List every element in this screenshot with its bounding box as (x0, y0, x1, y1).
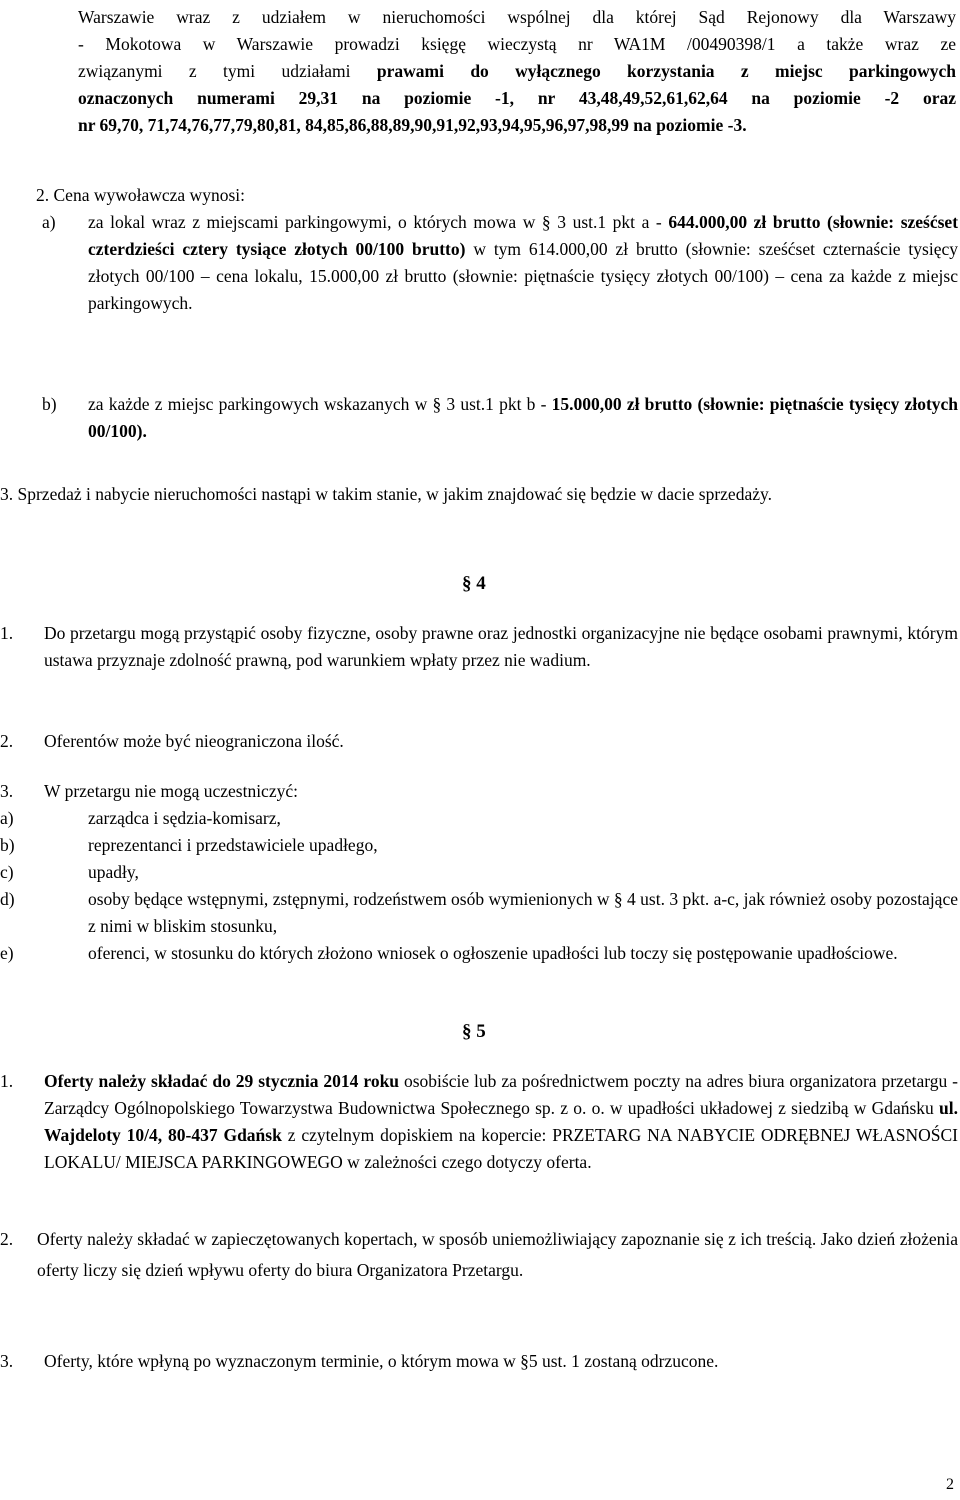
price-amount: 644.000,00 zł brutto (słownie: sześćset czterdzieści cztery tysiące złotych 00/100 brutto) (88, 212, 959, 259)
sec4-item-3 (0, 778, 958, 805)
sale-condition-paragraph: 3. Sprzedaż i nabycie nieruchomości nastąpi w takim stanie, w jakim znajdować się będzie w dacie sprzedaży. (0, 484, 772, 504)
intro-line-3: związanymi z tymi udziałami prawami do wyłącznego korzystania z miejsc parkingowych (78, 61, 956, 81)
item-text: za lokal wraz z miejscami parkingowymi, o których mowa w § 3 ust.1 pkt a - 644.000,00 zł brutto (słownie: sześćset czterdzieści cztery tysiące złotych 00/100 brutto) w tym 614.000,00 zł brutto (słownie: sześćset czternaście tysięcy złotych 00/100 – cena lokalu, 15.000,00 zł brutto (słownie: piętnaście tysięcy złotych 00/100) – cena za każde z miejsc parkingowych. (88, 212, 959, 313)
item-text: W przetargu nie mogą uczestniczyć: (44, 781, 298, 801)
sec4-item-2 (0, 728, 958, 755)
section-4-title: § 4 (462, 573, 486, 594)
sec5-item-1 (0, 1068, 958, 1176)
section-ref: § 3 ust.1 pkt b - (432, 394, 547, 414)
intro-line-5: nr 69,70, 71,74,76,77,79,80,81, 84,85,86,88,89,90,91,92,93,94,95,96,97,98,99 na poziomie -3. (78, 115, 747, 135)
item-number: 2. (0, 731, 14, 751)
list-item: e) oferenci, w stosunku do których złożono wniosek o ogłoszenie upadłości lub toczy się postępowanie upadłościowe. (0, 943, 898, 963)
sec5-item-2 (0, 1224, 958, 1286)
section-ref: § 3 ust.1 pkt a - (541, 212, 662, 232)
item-number: 1. (0, 623, 14, 643)
item-label: a) (42, 212, 56, 232)
item-text: Oferentów może być nieograniczona ilość. (44, 731, 344, 751)
list-item: a) zarządca i sędzia-komisarz, (0, 808, 281, 828)
item-text: Oferty należy składać do 29 stycznia 2014 roku osobiście lub za pośrednictwem poczty na adres biura organizatora przetargu - Zarządcy Ogólnopolskiego Towarzystwa Budownictwa Społecznego sp. z o. o. w upadłości układowej z siedzibą w Gdańsku ul. Wajdeloty 10/4, 80-437 Gdańsk z czytelnym dopiskiem na kopercie: PRZETARG NA NABYCIE ODRĘBNEJ WŁASNOŚCI LOKALU/ MIEJSCA PARKINGOWEGO w zależności czego dotyczy oferta. (44, 1071, 958, 1172)
item-text: za każde z miejsc parkingowych wskazanych w § 3 ust.1 pkt b - 15.000,00 zł brutto (słownie: piętnaście tysięcy złotych 00/100). (88, 394, 959, 441)
price-item-b (42, 391, 958, 445)
item-label: b) (42, 394, 57, 414)
item-number: 3. (0, 781, 14, 801)
parking-rights-bold: prawami do wyłącznego korzystania z miejsc parkingowych (376, 61, 956, 81)
item-text: Oferty, które wpłyną po wyznaczonym terminie, o którym mowa w §5 ust. 1 zostaną odrzucone. (44, 1351, 719, 1371)
intro-line-4: oznaczonych numerami 29,31 na poziomie -1, nr 43,48,49,52,61,62,64 na poziomie -2 oraz (78, 88, 956, 108)
item-number: 3. (0, 1351, 14, 1371)
address-bold: ul. Wajdeloty 10/4, 80-437 Gdańsk (44, 1098, 958, 1145)
price-item-a (42, 209, 958, 317)
exclusion-list (0, 805, 958, 967)
deadline-bold: Oferty należy składać do 29 stycznia 2014 roku (44, 1071, 400, 1091)
item-number: 1. (0, 1071, 14, 1091)
item-text: Do przetargu mogą przystąpić osoby fizyczne, osoby prawne oraz jednostki organizacyjne nie będące osobami prawnymi, którym ustawa przyznaje zdolność prawną, pod warunkiem wpłaty przez nie wadium. (44, 623, 958, 670)
intro-line-1: Warszawie wraz z udziałem w nieruchomości wspólnej dla której Sąd Rejonowy dla Warszawy (78, 7, 956, 27)
page-number: 2 (946, 1476, 954, 1493)
list-item: d) osoby będące wstępnymi, zstępnymi, rodzeństwem osób wymienionych w § 4 ust. 3 pkt. a-c, jak również osoby pozostające z nimi w bliskim stosunku, (0, 889, 958, 936)
item-number: 2. (0, 1229, 14, 1249)
section-5-title: § 5 (462, 1021, 486, 1042)
sec4-item-1 (0, 620, 958, 674)
intro-line-2: - Mokotowa w Warszawie prowadzi księgę wieczystą nr WA1M /00490398/1 a także wraz ze (78, 34, 956, 54)
price-heading: 2. Cena wywoławcza wynosi: (36, 185, 245, 205)
list-item: c) upadły, (0, 862, 139, 882)
item-text: Oferty należy składać w zapieczętowanych kopertach, w sposób uniemożliwiający zapoznanie się z ich treścią. Jako dzień złożenia oferty liczy się dzień wpływu oferty do biura Organizatora Przetargu. (37, 1229, 958, 1280)
sec5-item-3 (0, 1348, 958, 1375)
price-amount: 15.000,00 zł brutto (słownie: piętnaście tysięcy złotych 00/100). (88, 394, 959, 441)
list-item: b) reprezentanci i przedstawiciele upadłego, (0, 835, 378, 855)
intro-paragraph (78, 4, 956, 139)
